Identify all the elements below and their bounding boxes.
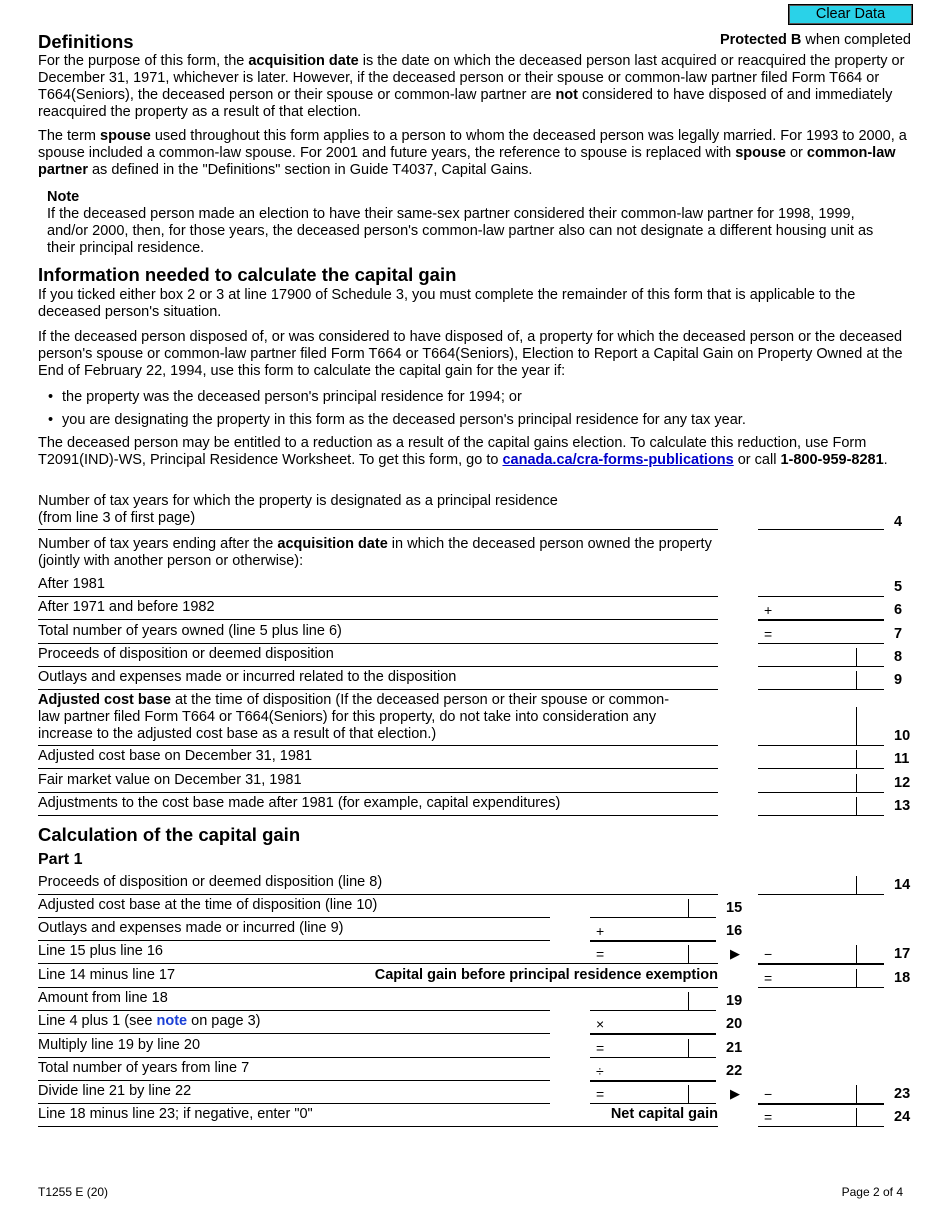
line-15-rule — [38, 917, 550, 918]
protected-b-label: Protected B — [719, 32, 802, 48]
line-13-field[interactable] — [758, 815, 884, 816]
line-14-label: Proceeds of disposition or deemed disposition (line 8) — [38, 874, 383, 890]
info-title: Information needed to calculate the capital gain — [38, 264, 457, 285]
line-number-4: 4 — [894, 514, 903, 530]
cents-divider — [688, 992, 689, 1010]
line-8-label: Proceeds of disposition or deemed disposition — [38, 646, 334, 662]
line-12-rule — [38, 792, 718, 793]
note-box — [47, 189, 887, 257]
equals-sign: = — [764, 1109, 773, 1125]
line-20-field[interactable] — [590, 1033, 716, 1035]
minus-sign: − — [764, 946, 773, 962]
line-17-subtotal-field[interactable] — [590, 963, 716, 964]
line-4-rule — [38, 529, 718, 530]
note-link[interactable]: note — [156, 1013, 188, 1029]
definitions-paragraph-2: The term spouse used throughout this form applies to a person to whom the deceased person was legally married. For 1993 to 2000, a spouse included a common-law spouse. For 2001 and future years, the reference to spouse is replaced with spouse or common-law partner as defined in the "Definitions" section in Guide T4037, Capital Gains. — [38, 128, 907, 178]
line-number-17: 17 — [894, 946, 911, 962]
line-24-rule — [38, 1126, 718, 1127]
line-11-label: Adjusted cost base on December 31, 1981 — [38, 748, 313, 764]
line-21-rule — [38, 1057, 550, 1058]
line-10-field[interactable] — [758, 745, 884, 746]
form-identifier: T1255 E (20) — [38, 1185, 109, 1199]
line-23-rule — [38, 1103, 550, 1104]
line-number-7: 7 — [894, 626, 903, 642]
cents-divider — [856, 876, 857, 894]
line-9-label: Outlays and expenses made or incurred related to the disposition — [38, 669, 457, 685]
line-21-field[interactable] — [590, 1057, 716, 1058]
line-20-rule — [38, 1033, 550, 1034]
line-10-label: Adjusted cost base at the time of disposition (If the deceased person or their spouse or common-law partner filed Form T664 or T664(Seniors) for this property, do not take into consideration any increase to the adjusted cost base as a result of that election.) — [38, 692, 670, 742]
calculation-title: Calculation of the capital gain — [38, 824, 301, 845]
line-20-label: Line 4 plus 1 (see note on page 3) — [38, 1013, 261, 1029]
line-24-field[interactable] — [758, 1126, 884, 1127]
equals-sign: = — [764, 626, 773, 642]
line-7-field[interactable] — [758, 643, 884, 644]
protected-b-suffix: when completed — [801, 32, 911, 48]
line-12-label: Fair market value on December 31, 1981 — [38, 772, 302, 788]
line-22-rule — [38, 1080, 550, 1081]
line-19-label: Amount from line 18 — [38, 990, 168, 1006]
line-number-6: 6 — [894, 602, 903, 618]
line-19-field[interactable] — [590, 1010, 716, 1011]
line-8-rule — [38, 666, 718, 667]
line-24-description: Net capital gain — [610, 1106, 718, 1122]
carry-arrow-icon: ▶ — [730, 1086, 740, 1101]
line-21-label: Multiply line 19 by line 20 — [38, 1037, 201, 1053]
line-number-5: 5 — [894, 579, 903, 595]
line-19-rule — [38, 1010, 550, 1011]
line-17-label: Line 15 plus line 16 — [38, 943, 163, 959]
multiply-sign: × — [596, 1016, 605, 1032]
phone-number: 1-800-959-8281 — [780, 452, 884, 468]
line-number-21: 21 — [726, 1040, 743, 1056]
line-5-label: After 1981 — [38, 576, 105, 592]
line-12-field[interactable] — [758, 792, 884, 793]
line-number-22: 22 — [726, 1063, 743, 1079]
cents-divider — [856, 945, 857, 963]
line-13-label: Adjustments to the cost base made after 1981 (for example, capital expenditures) — [38, 795, 561, 811]
line-number-9: 9 — [894, 672, 903, 688]
plus-sign: + — [596, 923, 605, 939]
equals-sign: = — [596, 946, 605, 962]
line-number-10: 10 — [894, 728, 911, 744]
line-18-rule — [38, 987, 718, 988]
line-5-field[interactable] — [758, 596, 884, 597]
line-22-field[interactable] — [590, 1080, 716, 1082]
protected-b-notice — [720, 32, 911, 48]
line-5-rule — [38, 596, 718, 597]
part-1-heading: Part 1 — [38, 851, 83, 868]
line-11-field[interactable] — [758, 768, 884, 769]
line-14-rule — [38, 894, 718, 895]
line-18-description: Capital gain before principal residence exemption — [374, 967, 718, 983]
line-8-field[interactable] — [758, 666, 884, 667]
cents-divider — [856, 969, 857, 987]
line-number-23: 23 — [894, 1086, 911, 1102]
line-7-rule — [38, 643, 718, 644]
line-16-rule — [38, 940, 550, 941]
cents-divider — [856, 648, 857, 666]
note-text: If the deceased person made an election to have their same-sex partner considered their common-law partner for 1998, 1999, and/or 2000, then, for those years, the deceased person's common-law partner also can not designate a different housing unit as their principal residence. — [47, 206, 874, 256]
info-paragraph-2: If the deceased person disposed of, or was considered to have disposed of, a property for which the deceased person or the deceased person's spouse or common-law partner filed Form T664 or T664(Seniors), Election to Report a Capital Gain on Property Owned at the End of February 22, 1994, use this form to calculate the capital gain for the year if: — [38, 329, 903, 379]
cents-divider — [688, 1085, 689, 1103]
line-number-13: 13 — [894, 798, 911, 814]
definitions-paragraph-1: For the purpose of this form, the acquisition date is the date on which the deceased person last acquired or reacquired the property or December 31, 1971, whichever is later. However, if the deceased person or their spouse or common-law partner filed Form T664 or T664(Seniors), the deceased person or their spouse or common-law partner are not considered to have disposed of and immediately reacquired the property as a result of that election. — [38, 53, 905, 120]
cents-divider — [688, 1039, 689, 1057]
line-number-20: 20 — [726, 1016, 743, 1032]
info-paragraph-3: The deceased person may be entitled to a reduction as a result of the capital gains election. To calculate this reduction, use Form T2091(IND)-WS, Principal Residence Worksheet. To get this form, go to canada.ca/cra-forms-publications or call 1-800-959-8281. — [38, 435, 888, 468]
minus-sign: − — [764, 1086, 773, 1102]
line-number-19: 19 — [726, 993, 743, 1009]
divide-sign: ÷ — [596, 1063, 604, 1079]
line-24-label: Line 18 minus line 23; if negative, enter "0" — [38, 1106, 313, 1122]
line-4-label: Number of tax years for which the property is designated as a principal residence (from line 3 of first page) — [38, 493, 558, 526]
years-owned-heading: Number of tax years ending after the acquisition date in which the deceased person owned the property (jointly with another person or otherwise): — [38, 536, 712, 569]
line-number-14: 14 — [894, 877, 911, 893]
line-16-label: Outlays and expenses made or incurred (line 9) — [38, 920, 344, 936]
info-bullet-list — [38, 389, 918, 429]
line-7-label: Total number of years owned (line 5 plus line 6) — [38, 623, 342, 639]
line-16-field[interactable] — [590, 940, 716, 942]
cra-forms-link[interactable]: canada.ca/cra-forms-publications — [502, 452, 734, 468]
line-15-label: Adjusted cost base at the time of disposition (line 10) — [38, 897, 378, 913]
cents-divider — [856, 1085, 857, 1103]
cents-divider — [856, 750, 857, 768]
line-number-16: 16 — [726, 923, 743, 939]
line-number-8: 8 — [894, 649, 903, 665]
line-14-field[interactable] — [758, 894, 884, 895]
cents-divider — [688, 945, 689, 963]
line-17-field[interactable] — [758, 963, 884, 965]
equals-sign: = — [764, 970, 773, 986]
page-number: Page 2 of 4 — [841, 1185, 903, 1199]
line-6-label: After 1971 and before 1982 — [38, 599, 215, 615]
equals-sign: = — [596, 1086, 605, 1102]
line-6-rule — [38, 619, 718, 620]
plus-sign: + — [764, 602, 773, 618]
cents-divider — [856, 797, 857, 815]
line-18-label: Line 14 minus line 17 — [38, 967, 176, 983]
line-23-label: Divide line 21 by line 22 — [38, 1083, 192, 1099]
cents-divider — [856, 707, 857, 745]
cents-divider — [856, 774, 857, 792]
line-18-field[interactable] — [758, 987, 884, 988]
carry-arrow-icon: ▶ — [730, 946, 740, 961]
line-23-subtotal-field[interactable] — [590, 1103, 716, 1104]
line-13-rule — [38, 815, 718, 816]
equals-sign: = — [596, 1040, 605, 1056]
note-title: Note — [47, 189, 80, 205]
cents-divider — [856, 671, 857, 689]
definitions-title: Definitions — [38, 31, 134, 52]
list-item: • you are designating the property in this form as the deceased person's principal residence for any tax year. — [38, 412, 918, 429]
line-11-rule — [38, 768, 718, 769]
cents-divider — [856, 1108, 857, 1126]
info-paragraph-1: If you ticked either box 2 or 3 at line 17900 of Schedule 3, you must complete the remainder of this form that is applicable to the deceased person's situation. — [38, 287, 856, 320]
line-number-18: 18 — [894, 970, 911, 986]
line-15-field[interactable] — [590, 917, 716, 918]
line-23-field[interactable] — [758, 1103, 884, 1105]
line-number-15: 15 — [726, 900, 743, 916]
line-4-field[interactable] — [758, 529, 884, 530]
line-number-11: 11 — [894, 751, 910, 767]
line-number-24: 24 — [894, 1109, 911, 1125]
clear-data-button[interactable]: Clear Data — [788, 4, 913, 25]
line-number-12: 12 — [894, 775, 911, 791]
line-22-label: Total number of years from line 7 — [38, 1060, 250, 1076]
line-9-field[interactable] — [758, 689, 884, 690]
line-6-field[interactable] — [758, 619, 884, 621]
cents-divider — [688, 899, 689, 917]
list-item: • the property was the deceased person's principal residence for 1994; or — [38, 389, 918, 406]
line-10-rule — [38, 745, 718, 746]
line-9-rule — [38, 689, 718, 690]
